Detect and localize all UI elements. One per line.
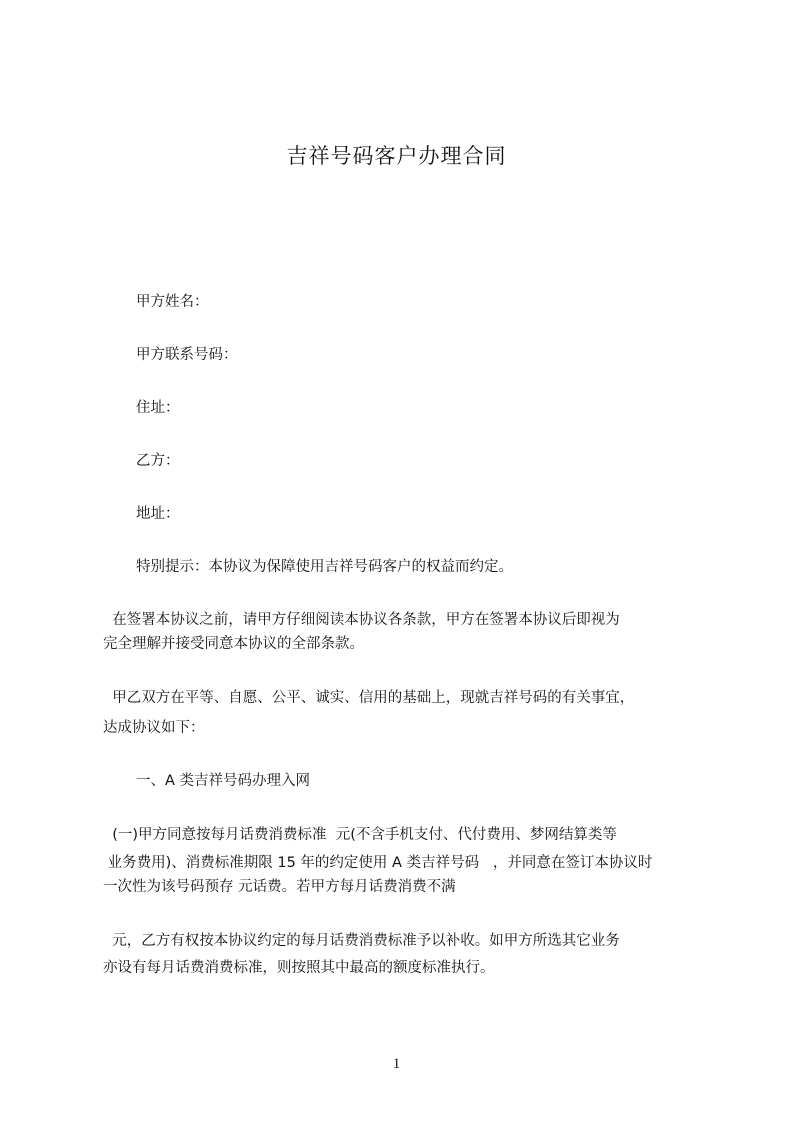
party-a-name-field: 甲方姓名： [136,294,209,310]
paragraph-line: 业务费用)、消费标准期限 15 年的约定使用 A 类吉祥号码 ，并同意在签订本协议时 [103,855,653,871]
paragraph-line: 一次性为该号码预存 元话费。若甲方每月话费消费不满 [103,879,456,895]
page-number: 1 [392,1056,401,1072]
section-one-heading: 一、A 类吉祥号码办理入网 [136,773,311,789]
paragraph-line: 元，乙方有权按本协议约定的每月话费消费标准予以补收。如甲方所选其它业务 [103,933,620,949]
contract-title: 吉祥号码客户办理合同 [286,144,507,168]
special-notice: 特别提示：本协议为保障使用吉祥号码客户的权益而约定。 [136,559,513,575]
party-a-phone-field: 甲方联系号码： [136,347,238,363]
paragraph-line: 达成协议如下： [103,720,205,736]
paragraph-line: (一)甲方同意按每月话费消费标准 元(不含手机支付、代付费用、梦网结算类等 [103,827,617,843]
paragraph-line: 甲乙双方在平等、自愿、公平、诚实、信用的基础上，现就吉祥号码的有关事宜， [103,690,635,706]
paragraph-line: 在签署本协议之前，请甲方仔细阅读本协议各条款，甲方在签署本协议后即视为 [103,612,620,628]
address-field: 住址： [136,400,180,416]
paragraph-line: 亦设有每月话费消费标准，则按照其中最高的额度标准执行。 [103,960,495,976]
paragraph-line: 完全理解并接受同意本协议的全部条款。 [103,636,364,652]
party-b-address-field: 地址： [136,506,180,522]
party-b-field: 乙方： [136,453,180,469]
